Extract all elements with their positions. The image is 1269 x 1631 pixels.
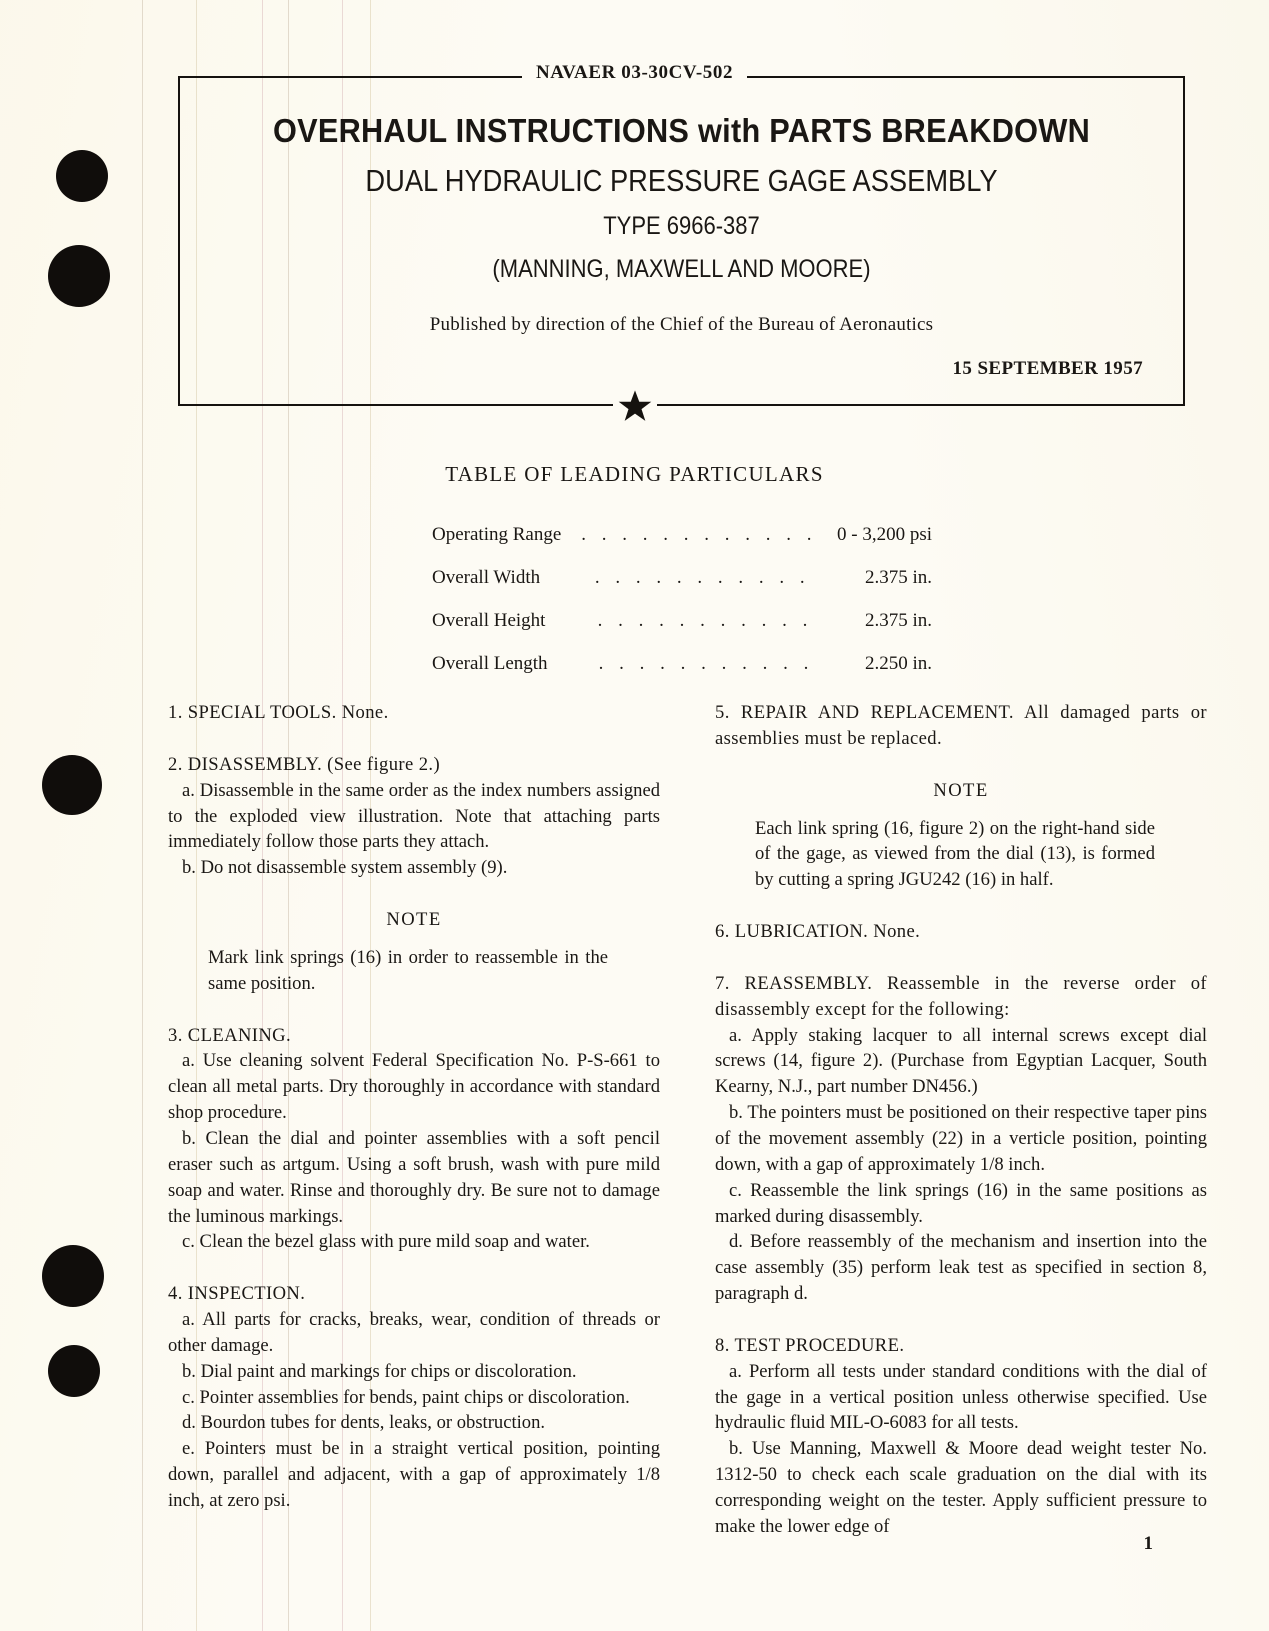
row-leader: . . . . . . . . . . . (597, 610, 813, 631)
table-row (432, 653, 932, 675)
row-leader: . . . . . . . . . . . (594, 567, 811, 588)
section-3-heading: 3. CLEANING. (168, 1024, 292, 1046)
section-4-item-a: a. All parts for cracks, breaks, wear, condition of threads or other damage. (168, 1309, 660, 1356)
right-column (715, 700, 1207, 1540)
document-type: TYPE 6966-387 (603, 212, 760, 240)
note-body: Each link spring (16, figure 2) on the right-hand side of the gage, as viewed from the dial (13), is formed by cutting a spring JGU242 (16) in half. (755, 817, 1155, 891)
row-label: Overall Width (432, 567, 541, 588)
section-4-item-e: e. Pointers must be in a straight vertical position, pointing down, parallel and adjacent, with a gap of approximately 1/8 inch, at zero psi. (168, 1438, 660, 1511)
section-5-heading: 5. REPAIR AND REPLACEMENT. All damaged parts or assemblies must be replaced. (715, 702, 1207, 749)
punch-hole (56, 150, 108, 202)
punch-hole (42, 1245, 104, 1307)
section-1-heading: 1. SPECIAL TOOLS. None. (168, 702, 389, 723)
section-8-item-a: a. Perform all tests under standard conditions with the dial of the gage in a vertical position unless otherwise specified. Use hydraulic fluid MIL-O-6083 for all tests. (715, 1360, 1207, 1434)
row-label: Overall Height (432, 610, 546, 631)
section-2-item-b: b. Do not disassemble system assembly (9). (182, 857, 508, 879)
table-row (432, 524, 932, 546)
document-title: OVERHAUL INSTRUCTIONS with PARTS BREAKDOWN (272, 112, 1091, 149)
row-label: Overall Length (432, 653, 548, 674)
section-2-heading: 2. DISASSEMBLY. (See figure 2.) (168, 753, 441, 775)
leading-particulars-heading: TABLE OF LEADING PARTICULARS (445, 462, 824, 486)
document-date: 15 SEPTEMBER 1957 (952, 358, 1143, 379)
section-7-item-d: d. Before reassembly of the mechanism and insertion into the case assembly (35) perform leak test as specified in section 8, paragraph d. (715, 1231, 1207, 1305)
leading-particulars-table (432, 524, 932, 696)
row-leader: . . . . . . . . . . . . (581, 524, 817, 545)
table-row (432, 610, 932, 632)
section-2-item-a: a. Disassemble in the same order as the index numbers assigned to the exploded view illustration. Note that attaching parts immediately follow those parts they attach. (168, 779, 660, 853)
row-value: 2.375 in. (864, 610, 932, 631)
document-number (0, 62, 1269, 84)
document-manufacturer: (MANNING, MAXWELL AND MOORE) (492, 255, 871, 283)
section-7-item-b: b. The pointers must be positioned on their respective taper pins of the movement assembly (22) in a verticle position, pointing down, with a gap of approximately 1/8 inch. (715, 1102, 1207, 1175)
row-value: 2.375 in. (864, 567, 932, 588)
title-box (178, 76, 1185, 406)
row-value: 2.250 in. (864, 653, 932, 674)
section-7-item-a: a. Apply staking lacquer to all internal screws except dial screws (14, figure 2). (Purchase from Egyptian Lacquer, South Kearny, N.J., part number DN456.) (715, 1024, 1207, 1098)
punch-hole (42, 755, 102, 815)
row-label: Operating Range (432, 524, 562, 545)
section-7-item-c: c. Reassemble the link springs (16) in the same positions as marked during disassembly. (715, 1179, 1207, 1227)
section-3-item-c: c. Clean the bezel glass with pure mild soap and water. (182, 1231, 590, 1253)
section-4-heading: 4. INSPECTION. (168, 1283, 306, 1305)
row-leader: . . . . . . . . . . . (598, 653, 814, 674)
left-column (168, 700, 660, 1540)
section-8-item-b: b. Use Manning, Maxwell & Moore dead weight tester No. 1312-50 to check each scale graduation on the dial with its corresponding weight on the tester. Apply sufficient pressure to make the lower edge of (715, 1438, 1207, 1537)
section-4-item-b: b. Dial paint and markings for chips or discoloration. (182, 1360, 577, 1382)
published-by-line: Published by direction of the Chief of the Bureau of Aeronautics (429, 314, 934, 335)
page-number: 1 (1143, 1533, 1153, 1554)
section-7-heading: 7. REASSEMBLY. Reassemble in the reverse order of disassembly except for the following: (715, 972, 1207, 1020)
table-row (432, 567, 932, 589)
section-4-item-d: d. Bourdon tubes for dents, leaks, or obstruction. (182, 1412, 546, 1434)
row-value: 0 - 3,200 psi (837, 524, 932, 545)
punch-hole (48, 245, 110, 307)
section-6-heading: 6. LUBRICATION. None. (715, 921, 921, 943)
scan-artifact-line (142, 0, 143, 1631)
section-3-item-a: a. Use cleaning solvent Federal Specification No. P-S-661 to clean all metal parts. Dry thoroughly in accordance with standard shop procedure. (168, 1050, 660, 1124)
note-heading: NOTE (933, 779, 989, 801)
section-4-item-c: c. Pointer assemblies for bends, paint chips or discoloration. (182, 1386, 630, 1408)
note-heading: NOTE (386, 909, 442, 931)
document-subtitle: DUAL HYDRAULIC PRESSURE GAGE ASSEMBLY (365, 163, 998, 198)
star-icon (618, 389, 652, 423)
section-8-heading: 8. TEST PROCEDURE. (715, 1334, 905, 1356)
section-3-item-b: b. Clean the dial and pointer assemblies with a soft pencil eraser such as artgum. Using a soft brush, wash with pure mild soap and water. Rinse and thoroughly dry. Be sure not to damage the luminous markings. (168, 1127, 660, 1227)
body-columns (168, 700, 1208, 1540)
document-number-text: NAVAER 03-30CV-502 (522, 62, 747, 83)
punch-hole (48, 1345, 100, 1397)
note-body: Mark link springs (16) in order to reassemble in the same position. (208, 946, 608, 994)
